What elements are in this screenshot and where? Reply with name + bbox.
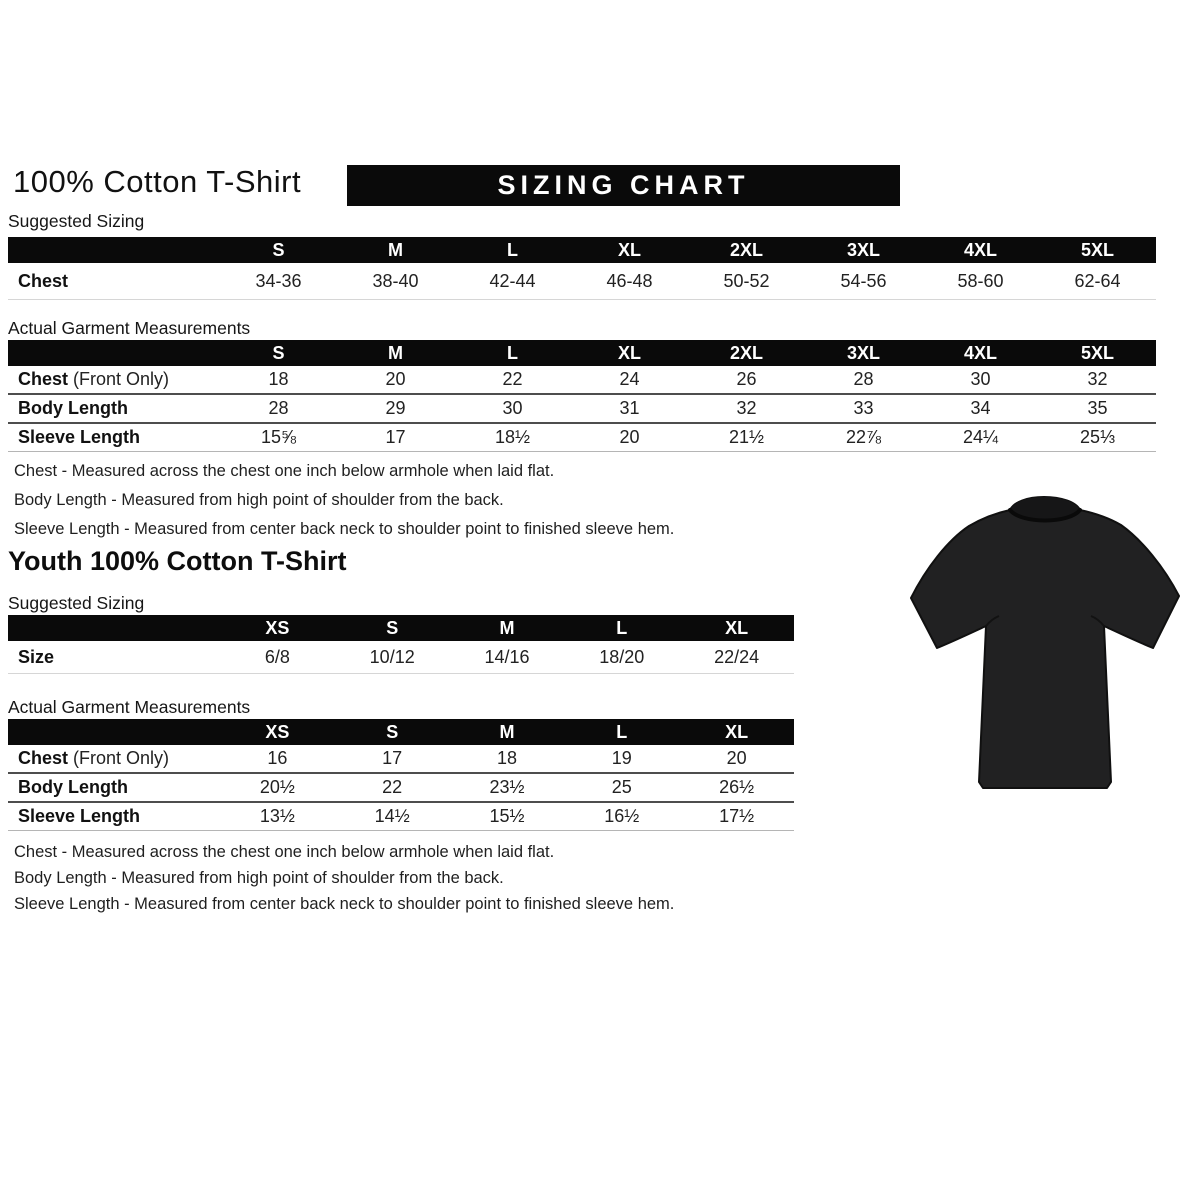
column-header: L [616, 721, 628, 742]
column-header: S [272, 239, 285, 260]
youth-measurement-notes [14, 843, 674, 921]
table-cell: 14½ [374, 806, 410, 826]
column-header: L [507, 239, 518, 260]
youth-actual-table [8, 719, 794, 831]
column-header: XS [265, 617, 290, 638]
table-cell: 18½ [494, 427, 531, 447]
table-cell: 32 [736, 398, 757, 418]
note-line: Sleeve Length - Measured from center back neck to shoulder point to finished sleeve hem. [14, 520, 675, 538]
table-cell: 28 [853, 369, 874, 389]
page-title: 100% Cotton T-Shirt [13, 164, 302, 199]
column-header: 3XL [846, 239, 880, 260]
table-header-row [8, 340, 1156, 366]
column-header: M [388, 342, 403, 363]
table-cell: 26½ [719, 777, 755, 797]
table-cell: 16 [267, 748, 288, 768]
table-cell: 25⅓ [1079, 427, 1116, 447]
table-cell: 34-36 [255, 270, 302, 291]
column-header: XL [725, 617, 749, 638]
table-cell: 24 [619, 369, 640, 389]
table-cell: 20 [385, 369, 406, 389]
table-cell: 22 [382, 777, 403, 797]
adult-actual-table [8, 340, 1156, 452]
tshirt-image [893, 490, 1195, 807]
column-header: 2XL [729, 239, 763, 260]
table-cell: 18 [496, 748, 517, 768]
column-header: S [386, 617, 399, 638]
table-header-row [8, 615, 794, 641]
table-row [8, 422, 1156, 451]
column-header: L [507, 342, 518, 363]
table-row [8, 745, 794, 772]
table-header-row [8, 719, 794, 745]
row-label: Chest (Front Only) [18, 748, 170, 768]
column-header: L [616, 617, 628, 638]
table-row [8, 366, 1156, 393]
table-cell: 26 [736, 369, 757, 389]
column-header: M [499, 721, 515, 742]
row-label: Size [18, 646, 55, 667]
column-header: 2XL [729, 342, 763, 363]
adult-actual-title: Actual Garment Measurements [8, 318, 251, 338]
table-cell: 15½ [489, 806, 525, 826]
note-line: Sleeve Length - Measured from center back neck to shoulder point to finished sleeve hem. [14, 895, 675, 913]
table-cell: 18 [268, 369, 289, 389]
table-cell: 22⅞ [845, 427, 882, 447]
column-header: S [386, 721, 399, 742]
column-header: XL [617, 342, 641, 363]
table-cell: 17 [385, 427, 406, 447]
table-cell: 20 [619, 427, 640, 447]
table-cell: 33 [853, 398, 874, 418]
table-cell: 58-60 [957, 270, 1004, 291]
table-cell: 24¼ [962, 427, 999, 447]
table-header-row [8, 237, 1156, 263]
row-label: Chest [18, 270, 69, 291]
table-cell: 23½ [489, 777, 525, 797]
row-label: Body Length [18, 777, 128, 797]
table-cell: 15⅝ [260, 427, 297, 447]
table-cell: 6/8 [264, 646, 290, 667]
table-cell: 28 [268, 398, 289, 418]
column-header: M [499, 617, 515, 638]
column-header: 5XL [1080, 239, 1114, 260]
table-row [8, 393, 1156, 422]
row-label: Chest (Front Only) [18, 369, 170, 389]
table-cell: 14/16 [484, 646, 530, 667]
column-header: XL [725, 721, 749, 742]
youth-actual-title: Actual Garment Measurements [8, 697, 251, 717]
column-header: M [388, 239, 403, 260]
table-cell: 13½ [259, 806, 295, 826]
note-line: Chest - Measured across the chest one inch below armhole when laid flat. [14, 843, 555, 861]
table-cell: 32 [1087, 369, 1108, 389]
row-label: Sleeve Length [18, 427, 141, 447]
table-row [8, 801, 794, 830]
adult-suggested-sizing-title: Suggested Sizing [8, 211, 145, 231]
youth-title: Youth 100% Cotton T-Shirt [8, 546, 347, 576]
column-header: 3XL [846, 342, 880, 363]
youth-suggested-sizing-title: Suggested Sizing [8, 593, 145, 613]
tshirt-silhouette [911, 497, 1179, 788]
table-cell: 17½ [719, 806, 755, 826]
column-header: 5XL [1080, 342, 1114, 363]
table-cell: 34 [970, 398, 991, 418]
table-cell: 31 [619, 398, 640, 418]
table-cell: 42-44 [489, 270, 536, 291]
adult-suggested-table [8, 237, 1156, 300]
measurement-notes [14, 462, 674, 549]
youth-suggested-table [8, 615, 794, 674]
table-cell: 17 [382, 748, 403, 768]
table-row [8, 263, 1156, 299]
table-row [8, 641, 794, 673]
table-cell: 54-56 [840, 270, 887, 291]
note-line: Body Length - Measured from high point of shoulder from the back. [14, 869, 504, 887]
note-line: Body Length - Measured from high point of shoulder from the back. [14, 491, 504, 509]
table-cell: 30 [502, 398, 523, 418]
table-cell: 30 [970, 369, 991, 389]
table-cell: 22 [502, 369, 523, 389]
row-label: Body Length [18, 398, 128, 418]
table-cell: 46-48 [606, 270, 653, 291]
note-line: Chest - Measured across the chest one inch below armhole when laid flat. [14, 462, 555, 480]
table-row [8, 772, 794, 801]
table-cell: 38-40 [372, 270, 419, 291]
table-cell: 62-64 [1074, 270, 1121, 291]
column-header: XL [617, 239, 641, 260]
table-cell: 18/20 [599, 646, 645, 667]
table-cell: 29 [385, 398, 406, 418]
table-cell: 20 [726, 748, 747, 768]
table-cell: 22/24 [714, 646, 760, 667]
column-header: 4XL [963, 342, 997, 363]
table-cell: 10/12 [369, 646, 415, 667]
table-cell: 35 [1087, 398, 1108, 418]
table-cell: 21½ [728, 427, 765, 447]
table-cell: 19 [611, 748, 632, 768]
sizing-chart-banner: SIZING CHART [347, 165, 900, 206]
table-cell: 50-52 [723, 270, 770, 291]
table-cell: 16½ [604, 806, 640, 826]
column-header: 4XL [963, 239, 997, 260]
column-header: XS [265, 721, 290, 742]
row-label: Sleeve Length [18, 806, 141, 826]
table-cell: 25 [611, 777, 632, 797]
table-cell: 20½ [259, 777, 295, 797]
column-header: S [272, 342, 285, 363]
